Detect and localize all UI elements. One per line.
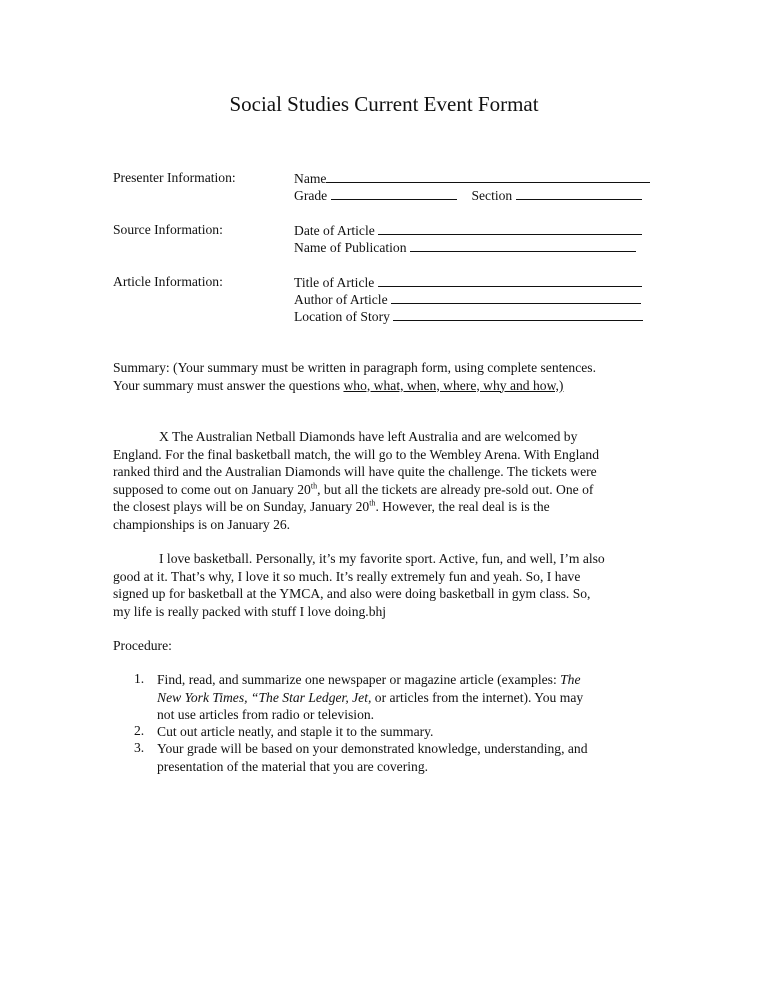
procedure-item-1-line-1-text: Find, read, and summarize one newspaper or magazine article (examples:: [157, 672, 561, 687]
location-field: [294, 307, 643, 325]
paragraph1-line-4b: , but all the tickets are already pre-sold out. One of: [317, 481, 594, 497]
grade-blank: [331, 186, 457, 200]
procedure-item-2-number: 2.: [134, 723, 145, 738]
name-label: Name: [294, 171, 327, 186]
student-paragraph-2: [113, 550, 661, 620]
summary-instructions: [113, 359, 661, 394]
paragraph1-line-4-sup: th: [310, 481, 318, 491]
paragraph1-line-5b: . However, the real deal is is the: [375, 499, 550, 515]
paragraph2-line-1: I love basketball. Personally, it’s my favorite sport. Active, fun, and well, I’m also: [159, 551, 605, 566]
article-info-label: Article Information:: [113, 274, 223, 289]
grade-section-field: [294, 186, 642, 204]
name-field: [294, 169, 650, 187]
paragraph1-line-1: X The Australian Netball Diamonds have left Australia and are welcomed by: [159, 429, 578, 444]
paragraph1-line-5: [113, 498, 661, 516]
summary-line-2: [113, 377, 661, 395]
name-blank: [326, 169, 650, 183]
procedure-item-3-line-2: presentation of the material that you are covering.: [157, 758, 429, 774]
procedure-item-3-number: 3.: [134, 740, 145, 755]
procedure-item-1-line-2-italic: New York Times, “The Star Ledger, Jet,: [157, 689, 372, 705]
procedure-item-1-number: 1.: [134, 671, 145, 686]
source-info-label: Source Information:: [113, 222, 223, 237]
article-title-field: [294, 273, 642, 291]
procedure-item-2-text: [157, 723, 657, 741]
summary-line-1: Summary: (Your summary must be written in paragraph form, using complete sentences.: [113, 360, 596, 375]
procedure-heading: Procedure:: [113, 638, 172, 653]
paragraph2-line-4: my life is really packed with stuff I love doing.bhj: [113, 603, 387, 619]
procedure-item-2-line-1: Cut out article neatly, and staple it to the summary.: [157, 724, 434, 739]
procedure-item-1-line-1: [157, 671, 657, 689]
presenter-info-label: Presenter Information:: [113, 170, 236, 185]
student-paragraph-1: [113, 428, 661, 534]
publication-blank: [410, 238, 636, 252]
procedure-item-3-text: [157, 740, 657, 775]
summary-line-2-underlined: who, what, when, where, why and how,): [343, 377, 564, 393]
paragraph1-line: [113, 428, 661, 446]
page-title: Social Studies Current Event Format: [229, 92, 539, 116]
date-field: [294, 221, 642, 239]
article-title-blank: [378, 273, 642, 287]
summary-line-2-text: Your summary must answer the questions: [113, 377, 344, 393]
procedure-item-3-line-1: Your grade will be based on your demonstrated knowledge, understanding, and: [157, 741, 588, 756]
publication-field: [294, 238, 636, 256]
author-label: Author of Article: [294, 292, 388, 307]
location-blank: [393, 307, 643, 321]
paragraph1-line-4: [113, 481, 661, 499]
paragraph1-line-4a: supposed to come out on January 20: [113, 481, 311, 497]
paragraph1-line-3: ranked third and the Australian Diamonds will have quite the challenge. The tickets were: [113, 464, 597, 480]
procedure-item-1-line-2-text: or articles from the internet). You may: [371, 689, 584, 705]
paragraph1-line-2: England. For the final basketball match, the will go to the Wembley Arena. With England: [113, 446, 599, 462]
procedure-item-1-text: [157, 671, 657, 724]
paragraph2-line-3: signed up for basketball at the YMCA, and also were doing basketball in gym class. So,: [113, 586, 591, 602]
procedure-item-1-line-1-italic: The: [560, 672, 581, 687]
paragraph2-line-2: good at it. That’s why, I love it so much. It’s really extremely fun and yeah. So, I have: [113, 568, 581, 584]
author-field: [294, 290, 641, 308]
date-label: Date of Article: [294, 223, 375, 238]
author-blank: [391, 290, 641, 304]
paragraph2-line: [113, 550, 661, 568]
procedure-item-1-line-3: not use articles from radio or television.: [157, 707, 375, 723]
paragraph1-line-5-sup: th: [369, 498, 376, 508]
procedure-item-1-line-2: [157, 689, 657, 707]
paragraph1-line-6: championships is on January 26.: [113, 516, 291, 532]
grade-label: Grade: [294, 188, 328, 203]
date-blank: [378, 221, 642, 235]
article-title-label: Title of Article: [294, 275, 375, 290]
location-label: Location of Story: [294, 309, 390, 324]
paragraph1-line-5a: the closest plays will be on Sunday, January 20: [113, 499, 370, 515]
section-blank: [516, 186, 642, 200]
section-label: Section: [471, 188, 513, 203]
publication-label: Name of Publication: [294, 240, 407, 255]
